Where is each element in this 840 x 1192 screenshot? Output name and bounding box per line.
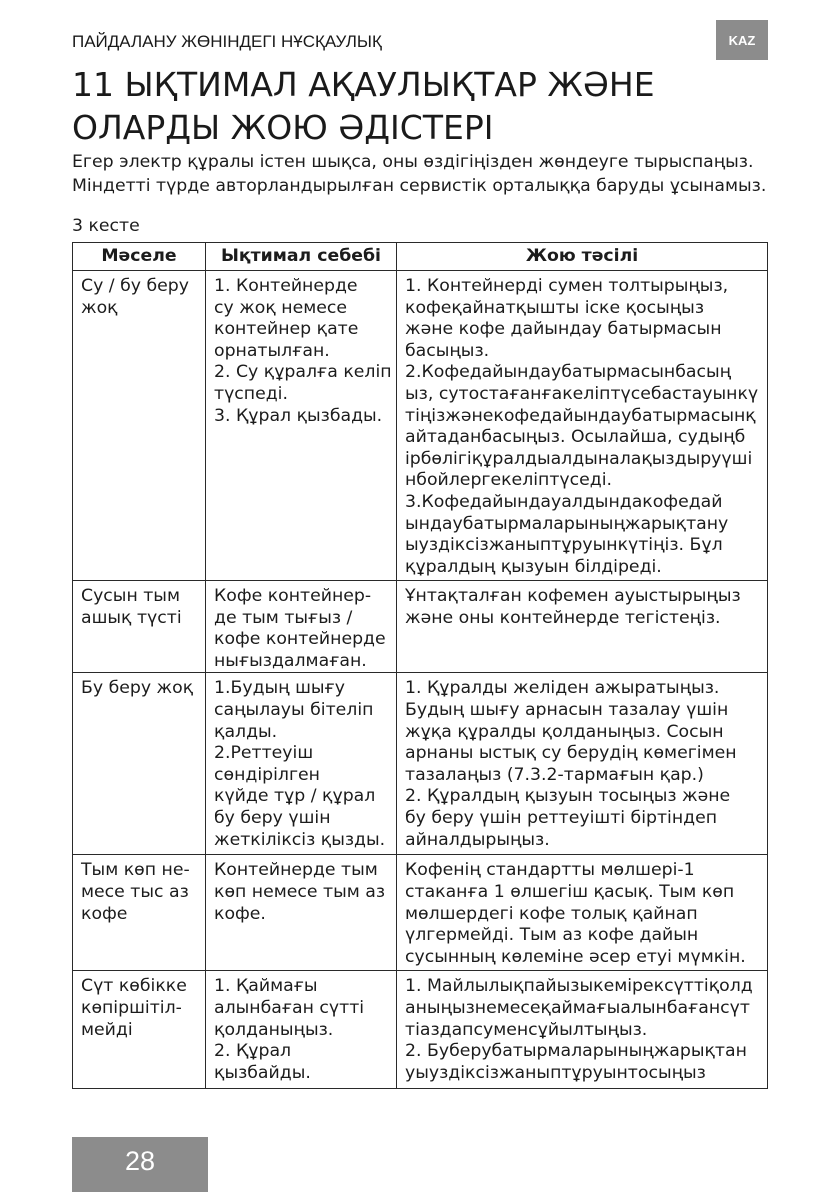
cell-text-line: Контейнерде тым [214, 860, 378, 881]
problem-cell [73, 271, 206, 581]
cell-text-line: үлгермейді. Тым аз кофе дайын [405, 925, 699, 946]
intro-line: Егер электр құралы істен шықса, оны өздігіңізден жөндеуге тырыспаңыз. [72, 152, 754, 172]
cell-text-line: қалды. [214, 721, 278, 742]
cell-text-line: 3.Кофедайындауалдындакофедай [405, 491, 723, 512]
cell-text-line: қызбайды. [214, 1062, 311, 1083]
table-row [73, 271, 768, 581]
cell-text-line: құралдың қызуын білдіреді. [405, 556, 662, 577]
cell-text-line: 1.Будың шығу [214, 678, 345, 699]
cause-cell [206, 581, 397, 673]
cell-text-line: айтаданбасыңыз. Осылайша, судыңб [405, 427, 746, 448]
cell-text-line: кофе. [214, 903, 266, 924]
cell-text-line: мөлшердегі кофе толық қайнап [405, 903, 698, 924]
cell-text-line: нбойлергекеліптүседі. [405, 470, 613, 491]
cell-text-line: 2. Буберубатырмаларыныңжарықтан [405, 1041, 747, 1062]
cell-text-line: арнаны ыстық су берудің көмегімен [405, 743, 737, 764]
cell-text-line: 2.Реттеуіш [214, 743, 314, 764]
cell-text-line: ірбөлігіқұралдыалдыналақыздыруүші [405, 448, 753, 469]
cell-text-line: 2. Құрал [214, 1041, 292, 1062]
cell-text-line: уыуздіксізжаныптұруынтосыңыз [405, 1062, 706, 1083]
table-header-row [73, 243, 768, 271]
cell-text-line: жеткіліксіз қызды. [214, 829, 386, 850]
language-badge-label: KAZ [728, 32, 756, 48]
cell-text-line: көп немесе тым аз [214, 881, 386, 902]
cell-text-line: 1. Контейнерде [214, 276, 358, 296]
cell-text-line: орнатылған. [214, 340, 330, 361]
problem-cell [73, 971, 206, 1089]
cell-text-line: 1. Контейнерді сумен толтырыңыз, [405, 276, 729, 296]
cell-text-line: басыңыз. [405, 340, 490, 361]
cell-text-line: және кофе дайындау батырмасын [405, 319, 722, 340]
cell-text-line: су жоқ немесе [214, 297, 348, 318]
cell-text-line: Будың шығу арнасын тазалау үшін [405, 699, 729, 720]
cell-text-line: күйде тұр / құрал [214, 786, 376, 807]
solution-cell [397, 673, 768, 855]
cell-text-line: месе тыс аз [81, 881, 189, 902]
troubleshooting-table [72, 242, 768, 1089]
cell-text-line: ындаубатырмаларыныңжарықтану [405, 513, 729, 534]
cell-text-line: Кофе контейнер- [214, 586, 372, 606]
cell-text-line: мейді [81, 1019, 133, 1040]
problem-cell [73, 581, 206, 673]
cell-text-line: 2. Су құралға келіп [214, 362, 392, 383]
column-header-solution: Жою тәсілі [397, 243, 768, 271]
table-row [73, 855, 768, 971]
cell-text-line: 2.Кофедайындаубатырмасынбасың [405, 362, 732, 383]
cell-text-line: және оны контейнерде тегістеңіз. [405, 607, 721, 628]
solution-cell [397, 971, 768, 1089]
cell-text-line: контейнер қате [214, 319, 359, 340]
cell-text-line: кофе [81, 903, 128, 924]
cell-text-line: тазалаңыз (7.3.2-тармағын қар.) [405, 764, 704, 785]
solution-cell [397, 581, 768, 673]
cell-text-line: түспеді. [214, 383, 288, 404]
cell-text-line: 3. Құрал қызбады. [214, 405, 383, 426]
cause-cell [206, 971, 397, 1089]
cause-cell [206, 673, 397, 855]
cell-text-line: жоқ [81, 297, 118, 318]
cell-text-line: саңылауы бітеліп [214, 699, 374, 720]
cell-text-line: Ұнтақталған кофемен ауыстырыңыз [405, 586, 741, 606]
section-title-line: ОЛАРДЫ ЖОЮ ӘДІСТЕРІ [72, 108, 494, 147]
manual-running-title: ПАЙДАЛАНУ ЖӨНІНДЕГІ НҰСҚАУЛЫҚ [72, 32, 382, 51]
cell-text-line: жұқа құралды қолданыңыз. Сосын [405, 721, 724, 742]
cell-text-line: Сусын тым [81, 586, 180, 606]
cell-text-line: стаканға 1 өлшегіш қасық. Тым көп [405, 881, 735, 902]
intro-paragraph [72, 150, 766, 198]
table-row [73, 581, 768, 673]
cell-text-line: Су / бу беру [81, 276, 189, 296]
cell-text-line: көпіршітіл- [81, 997, 182, 1018]
intro-line: Міндетті түрде авторландырылған сервистік орталыққа баруды ұсынамыз. [72, 176, 767, 196]
cause-cell [206, 271, 397, 581]
solution-cell [397, 271, 768, 581]
cell-text-line: ашық түсті [81, 607, 182, 628]
problem-cell [73, 855, 206, 971]
cell-text-line: бу беру үшін [214, 807, 331, 828]
table-caption: 3 кесте [72, 216, 140, 236]
cell-text-line: бу беру үшін реттеуішті біртіндеп [405, 807, 718, 828]
cell-text-line: қолданыңыз. [214, 1019, 334, 1040]
cell-text-line: алынбаған сүтті [214, 997, 365, 1018]
column-header-cause: Ықтимал себебі [206, 243, 397, 271]
cell-text-line: де тым тығыз / [214, 607, 353, 628]
cell-text-line: кофе контейнерде [214, 629, 386, 650]
cell-text-line: ыуздіксізжаныптұруынкүтіңіз. Бұл [405, 535, 723, 556]
cell-text-line: сөндірілген [214, 764, 320, 785]
cell-text-line: 1. Құралды желіден ажыратыңыз. [405, 678, 720, 699]
cell-text-line: 1. Қаймағы [214, 976, 318, 997]
language-badge [716, 20, 768, 60]
page-number-tab [72, 1137, 208, 1192]
column-header-problem: Мәселе [73, 243, 206, 271]
cause-cell [206, 855, 397, 971]
page-number: 28 [124, 1146, 156, 1176]
table-row [73, 673, 768, 855]
cell-text-line: ыз, сутостағанғакеліптүсебастауынкү [405, 383, 759, 404]
cell-text-line: нығыздалмаған. [214, 650, 367, 671]
cell-text-line: 2. Құралдың қызуын тосыңыз және [405, 786, 731, 807]
problem-cell [73, 673, 206, 855]
section-title-line: 11 ЫҚТИМАЛ АҚАУЛЫҚТАР ЖӘНЕ [72, 65, 655, 104]
section-title [72, 63, 655, 149]
cell-text-line: тіңізжәнекофедайындаубатырмасынқ [405, 405, 756, 426]
cell-text-line: Сүт көбікке [81, 976, 187, 997]
cell-text-line: сусынның көлеміне әсер етуі мүмкін. [405, 946, 746, 967]
cell-text-line: Бу беру жоқ [81, 678, 194, 699]
solution-cell [397, 855, 768, 971]
cell-text-line: тіаздапсуменсұйылтыңыз. [405, 1019, 648, 1040]
cell-text-line: аныңызнемесеқаймағыалынбағансүт [405, 997, 750, 1018]
cell-text-line: Тым көп не- [81, 860, 190, 881]
cell-text-line: Кофенің стандартты мөлшері-1 [405, 860, 695, 881]
table-row [73, 971, 768, 1089]
cell-text-line: кофеқайнатқышты іске қосыңыз [405, 297, 705, 318]
cell-text-line: 1. Майлылықпайызыкемірексүттіқолд [405, 976, 753, 997]
cell-text-line: айналдырыңыз. [405, 829, 550, 850]
